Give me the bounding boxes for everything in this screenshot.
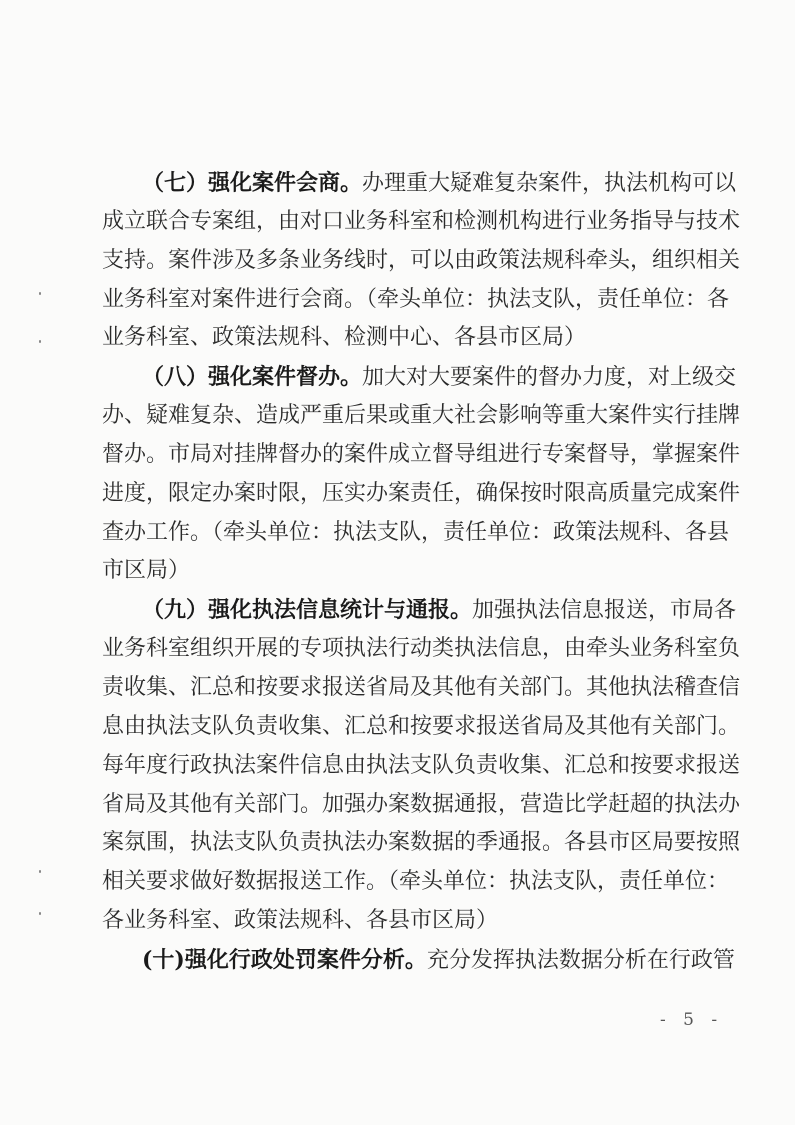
paragraph-8 xyxy=(102,358,741,591)
scan-speck xyxy=(39,870,41,873)
paragraph-line xyxy=(102,358,737,397)
paragraph-line xyxy=(102,164,737,203)
section-heading: （八）强化案件督办。 xyxy=(142,364,363,391)
paragraph-line: 查办工作。（牵头单位：执法支队，责任单位：政策法规科、各县 xyxy=(102,519,730,545)
paragraph-9 xyxy=(102,591,741,941)
paragraph-line: 督办。市局对挂牌督办的案件成立督导组进行专案督导，掌握案件 xyxy=(102,441,741,467)
line-text: 办理重大疑难复杂案件，执法机构可以 xyxy=(362,171,737,196)
section-heading: （七）强化案件会商。 xyxy=(142,170,363,196)
line-text: 加大对大要案件的督办力度，对上级交 xyxy=(362,365,737,391)
paragraph-line: 每年度行政执法案件信息由执法支队负责收集、汇总和按要求报送 xyxy=(102,752,741,778)
paragraph-line: 市区局） xyxy=(102,558,191,584)
paragraph-line: 各业务科室、政策法规科、各县市区局） xyxy=(102,908,499,934)
paragraph-line: 相关要求做好数据报送工作。（牵头单位：执法支队，责任单位： xyxy=(102,869,730,895)
paragraph-line: 进度，限定办案时限，压实办案责任，确保按时限高质量完成案件 xyxy=(102,480,741,506)
paragraph-line xyxy=(102,941,735,980)
paragraph-line: 业务科室对案件进行会商。（牵头单位：执法支队，责任单位：各 xyxy=(102,286,730,312)
paragraph-line: 案氛围，执法支队负责执法办案数据的季通报。各县市区局要按照 xyxy=(102,830,741,856)
paragraph-10 xyxy=(102,941,735,980)
paragraph-line: 息由执法支队负责收集、汇总和按要求报送省局及其他有关部门。 xyxy=(102,713,741,739)
paragraph-7 xyxy=(102,164,741,358)
paragraph-line: 业务科室组织开展的专项执法行动类执法信息，由牵头业务科室负 xyxy=(102,636,741,662)
line-text: 充分发挥执法数据分析在行政管 xyxy=(426,947,735,973)
line-text: 加强执法信息报送，市局各 xyxy=(472,598,737,624)
paragraph-line xyxy=(102,591,737,630)
document-body xyxy=(102,164,741,980)
section-heading: (十)强化行政处罚案件分析。 xyxy=(142,946,427,973)
scan-speck xyxy=(39,292,41,295)
section-heading: （九）强化执法信息统计与通报。 xyxy=(142,597,473,624)
scan-speck xyxy=(39,912,41,915)
paragraph-line: 业务科室、政策法规科、检测中心、各县市区局） xyxy=(102,325,587,351)
paragraph-line: 责收集、汇总和按要求报送省局及其他有关部门。其他执法稽查信 xyxy=(102,674,741,700)
paragraph-line: 支持。案件涉及多条业务线时，可以由政策法规科牵头，组织相关 xyxy=(102,247,741,273)
scan-speck xyxy=(39,340,41,343)
page-number: - 5 - xyxy=(660,1010,724,1030)
paragraph-line: 省局及其他有关部门。加强办案数据通报，营造比学赶超的执法办 xyxy=(102,791,741,817)
paragraph-line: 成立联合专案组，由对口业务科室和检测机构进行业务指导与技术 xyxy=(102,208,741,234)
paragraph-line: 办、疑难复杂、造成严重后果或重大社会影响等重大案件实行挂牌 xyxy=(102,403,741,429)
